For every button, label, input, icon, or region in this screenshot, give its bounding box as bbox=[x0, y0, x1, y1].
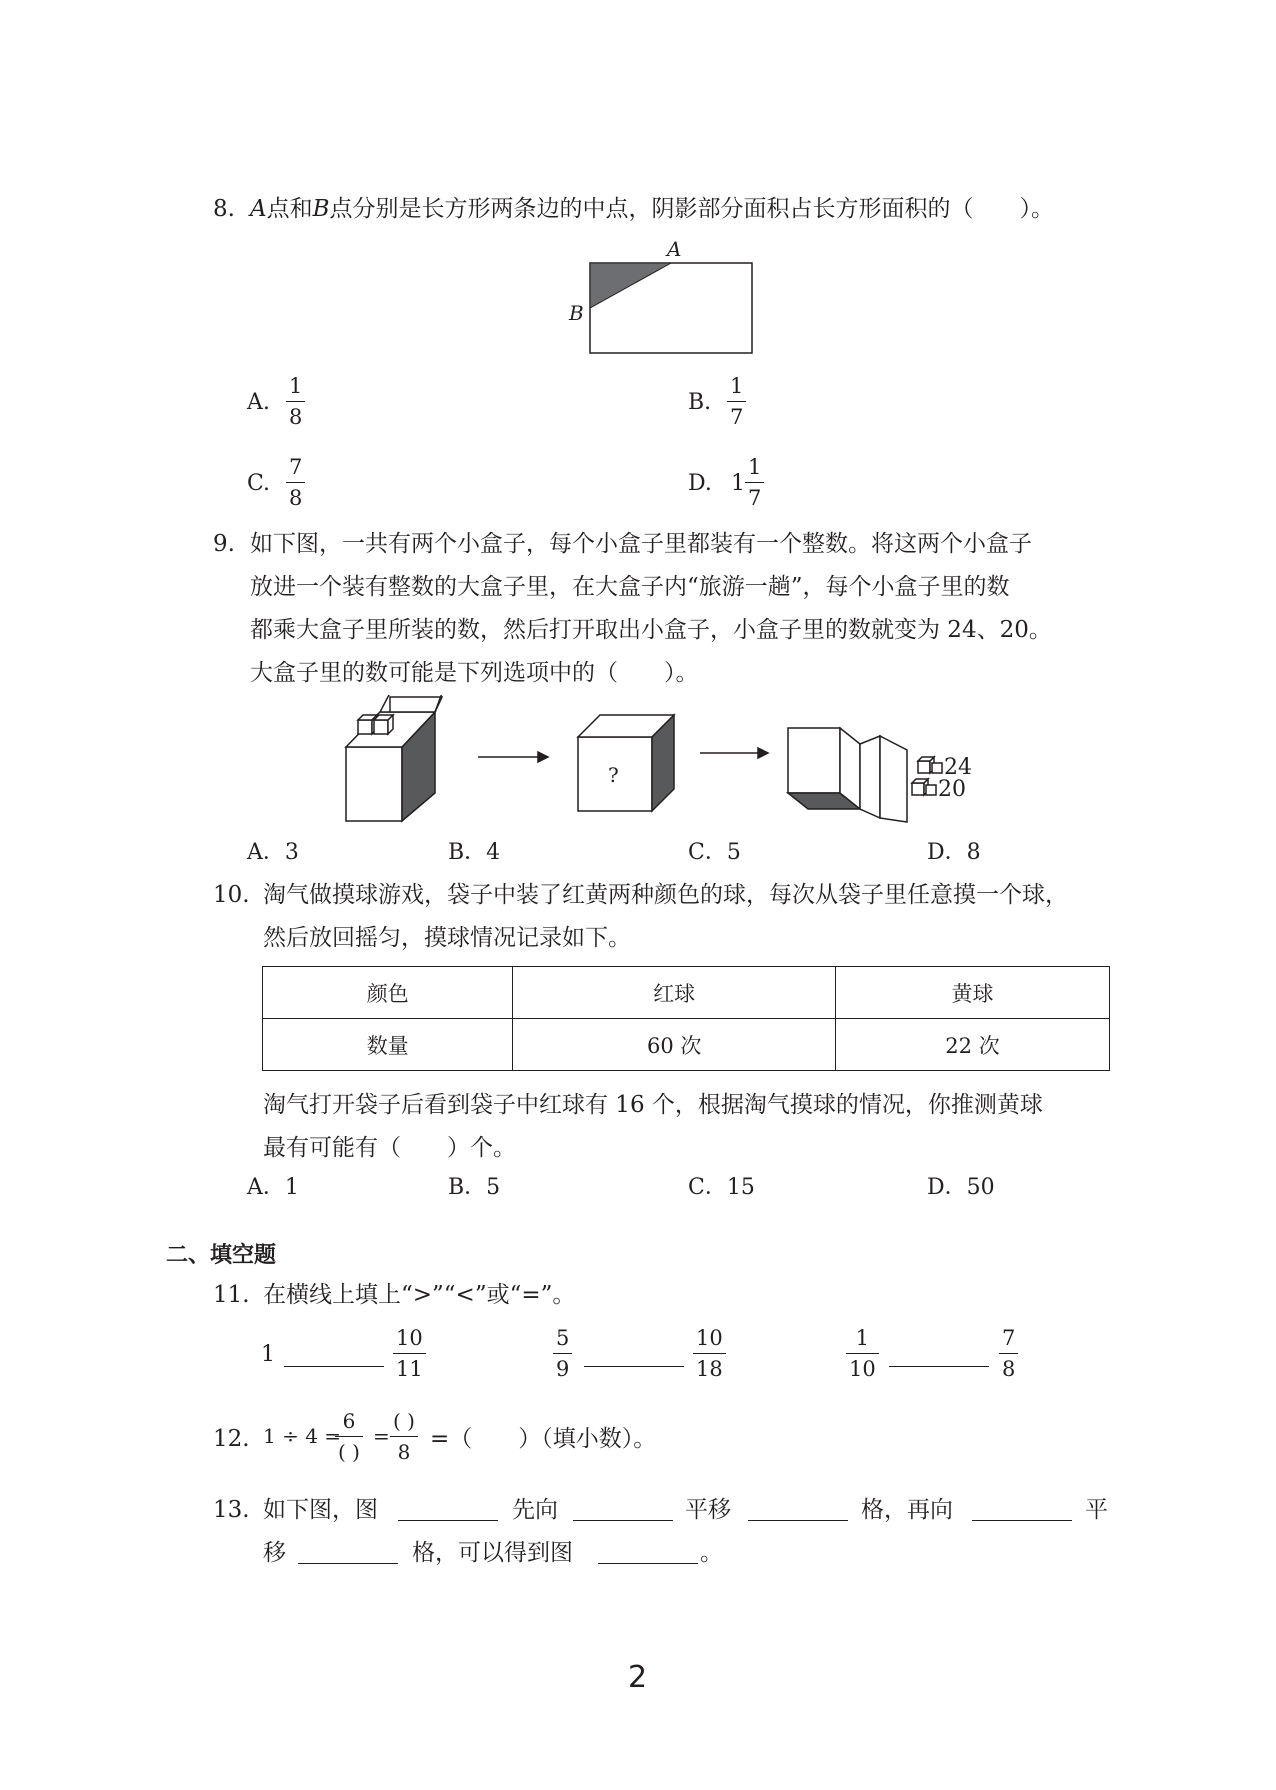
q13-blank-6[interactable] bbox=[598, 1563, 698, 1564]
q9-option-d: D．8 bbox=[927, 840, 981, 865]
q13-blank-2[interactable] bbox=[573, 1520, 673, 1521]
frac-den: 8 bbox=[289, 405, 303, 429]
frac-den: 11 bbox=[396, 1357, 423, 1381]
frac-den: 18 bbox=[696, 1357, 723, 1381]
page-number: 2 bbox=[628, 1660, 648, 1695]
q9-option-b: B．4 bbox=[448, 840, 501, 865]
q10-line-2: 然后放回摇匀，摸球情况记录如下。 bbox=[263, 925, 631, 951]
q10-option-d: D．50 bbox=[927, 1175, 995, 1200]
frac-num: 5 bbox=[556, 1326, 570, 1350]
q9-line-4: 大盒子里的数可能是下列选项中的（ ）。 bbox=[250, 660, 699, 686]
q10-option-c: C．15 bbox=[688, 1175, 755, 1200]
q11-item1-blank[interactable] bbox=[284, 1366, 384, 1367]
q8-point-a: A bbox=[250, 196, 267, 222]
q8-option-a-fraction bbox=[286, 375, 305, 428]
frac-den: 8 bbox=[397, 1440, 411, 1464]
q8-number: 8. bbox=[213, 196, 235, 222]
q8-figure-label-b: B bbox=[569, 301, 584, 325]
q11-item2-right-fraction bbox=[693, 1327, 726, 1380]
q8-point-b: B bbox=[312, 196, 330, 222]
frac-num: 1 bbox=[855, 1326, 870, 1350]
frac-den: 8 bbox=[1002, 1357, 1016, 1381]
q12-fraction-2 bbox=[390, 1410, 418, 1463]
q9-number: 9. bbox=[213, 531, 235, 557]
table-cell: 数量 bbox=[263, 1019, 513, 1071]
q13-word-8: 。 bbox=[700, 1540, 723, 1566]
q8-option-d-whole: 1 bbox=[731, 471, 745, 496]
q8-question bbox=[250, 195, 1054, 223]
q10-record-table bbox=[262, 966, 1110, 1071]
q11-item3-blank[interactable] bbox=[889, 1366, 989, 1367]
q9-line-3: 都乘大盒子里所装的数，然后打开取出小盒子，小盒子里的数就变为 24、20。 bbox=[250, 617, 1052, 643]
table-cell: 60 次 bbox=[513, 1019, 836, 1071]
q9-line-2: 放进一个装有整数的大盒子里，在大盒子内“旅游一趟”，每个小盒子里的数 bbox=[250, 574, 1010, 600]
q13-blank-3[interactable] bbox=[748, 1520, 848, 1521]
q8-option-b-fraction bbox=[727, 375, 746, 428]
frac-num: 7 bbox=[1002, 1326, 1016, 1350]
frac-den: 9 bbox=[556, 1357, 570, 1381]
q12-expr-start: 1 ÷ 4 = bbox=[263, 1424, 342, 1448]
frac-num: 10 bbox=[696, 1326, 723, 1350]
q8-option-c-fraction bbox=[286, 456, 305, 509]
q9-box-diagram bbox=[330, 695, 1010, 830]
q8-figure-label-a: A bbox=[667, 237, 682, 261]
q9-result-20: 20 bbox=[938, 777, 966, 802]
q10-option-b: B．5 bbox=[448, 1175, 501, 1200]
q8-option-d-fraction bbox=[745, 456, 764, 509]
q8-shaded-triangle bbox=[590, 263, 671, 308]
q13-blank-5[interactable] bbox=[298, 1563, 398, 1564]
q9-arrow-1 bbox=[478, 752, 548, 762]
frac-num: 1 bbox=[730, 374, 744, 398]
q8-option-a-letter: A. bbox=[247, 390, 270, 415]
q8-option-c-letter: C. bbox=[247, 471, 271, 496]
q11-item1-left: 1 bbox=[261, 1342, 275, 1367]
table-cell: 22 次 bbox=[836, 1019, 1110, 1071]
q8-text-rest: 点分别是长方形两条边的中点，阴影部分面积占长方形面积的（ ）。 bbox=[329, 196, 1055, 222]
q12-fraction-1 bbox=[335, 1410, 363, 1463]
table-row bbox=[263, 1019, 1110, 1071]
q11-item3-right-fraction bbox=[999, 1327, 1018, 1380]
q11-item2-blank[interactable] bbox=[584, 1366, 684, 1367]
frac-num: 7 bbox=[289, 455, 303, 479]
q9-opened-box bbox=[788, 728, 942, 822]
q13-blank-4[interactable] bbox=[972, 1520, 1072, 1521]
q8-text-mid: 点和 bbox=[266, 196, 313, 222]
q10-number: 10. bbox=[213, 882, 250, 908]
q11-text: 在横线上填上“>”“<”或“=”。 bbox=[263, 1282, 576, 1308]
q11-item1-right-fraction bbox=[393, 1327, 426, 1380]
q13-word-3: 平移 bbox=[685, 1497, 731, 1523]
frac-den: 7 bbox=[748, 486, 762, 510]
frac-num: 1 bbox=[289, 374, 303, 398]
q10-option-a: A．1 bbox=[247, 1175, 299, 1200]
q8-option-b-letter: B. bbox=[688, 390, 712, 415]
q9-option-a: A．3 bbox=[247, 840, 299, 865]
q9-closed-box bbox=[578, 715, 674, 811]
frac-num: 6 bbox=[342, 1409, 356, 1433]
table-row bbox=[263, 967, 1110, 1019]
table-header-cell: 黄球 bbox=[836, 967, 1110, 1019]
q8-option-d-letter: D. bbox=[688, 471, 712, 496]
q10-line-1: 淘气做摸球游戏，袋子中装了红黄两种颜色的球，每次从袋子里任意摸一个球， bbox=[263, 882, 1068, 908]
q9-line-1: 如下图，一共有两个小盒子，每个小盒子里都装有一个整数。将这两个小盒子 bbox=[250, 531, 1032, 557]
frac-den: 7 bbox=[730, 405, 744, 429]
table-header-cell: 颜色 bbox=[263, 967, 513, 1019]
q13-number: 13. bbox=[213, 1497, 250, 1523]
q9-open-box bbox=[346, 695, 442, 821]
q12-number: 12. bbox=[213, 1426, 250, 1452]
frac-den: 10 bbox=[849, 1357, 876, 1381]
q12-equals: = bbox=[373, 1424, 390, 1448]
q10-after-line-1: 淘气打开袋子后看到袋子中红球有 16 个，根据淘气摸球的情况，你推测黄球 bbox=[263, 1092, 1043, 1118]
q13-word-2: 先向 bbox=[512, 1497, 558, 1523]
q9-unknown-mark: ? bbox=[608, 763, 619, 787]
q10-after-line-2: 最有可能有（ ）个。 bbox=[263, 1135, 516, 1161]
q13-word-1: 如下图，图 bbox=[263, 1497, 378, 1523]
q9-result-24: 24 bbox=[944, 755, 972, 780]
table-header-cell: 红球 bbox=[513, 967, 836, 1019]
section-title: 二、填空题 bbox=[166, 1243, 277, 1268]
q11-item2-left-fraction bbox=[553, 1327, 572, 1380]
frac-den: 8 bbox=[289, 486, 303, 510]
q13-blank-1[interactable] bbox=[398, 1520, 498, 1521]
q13-word-5: 平 bbox=[1085, 1497, 1108, 1523]
frac-den: ( ) bbox=[338, 1440, 360, 1464]
q11-item3-left-fraction bbox=[846, 1327, 879, 1380]
q13-word-6: 移 bbox=[263, 1540, 286, 1566]
q13-word-7: 格，可以得到图 bbox=[412, 1540, 573, 1566]
frac-num: 1 bbox=[748, 455, 762, 479]
frac-num: ( ) bbox=[393, 1409, 415, 1433]
q9-arrow-2 bbox=[700, 748, 768, 758]
q11-number: 11. bbox=[213, 1282, 250, 1308]
q12-expr-end: =（ ）（填小数）。 bbox=[430, 1426, 657, 1452]
q8-rectangle-figure bbox=[560, 236, 760, 356]
frac-num: 10 bbox=[396, 1326, 423, 1350]
q13-word-4: 格，再向 bbox=[861, 1497, 953, 1523]
q9-option-c: C．5 bbox=[688, 840, 741, 865]
